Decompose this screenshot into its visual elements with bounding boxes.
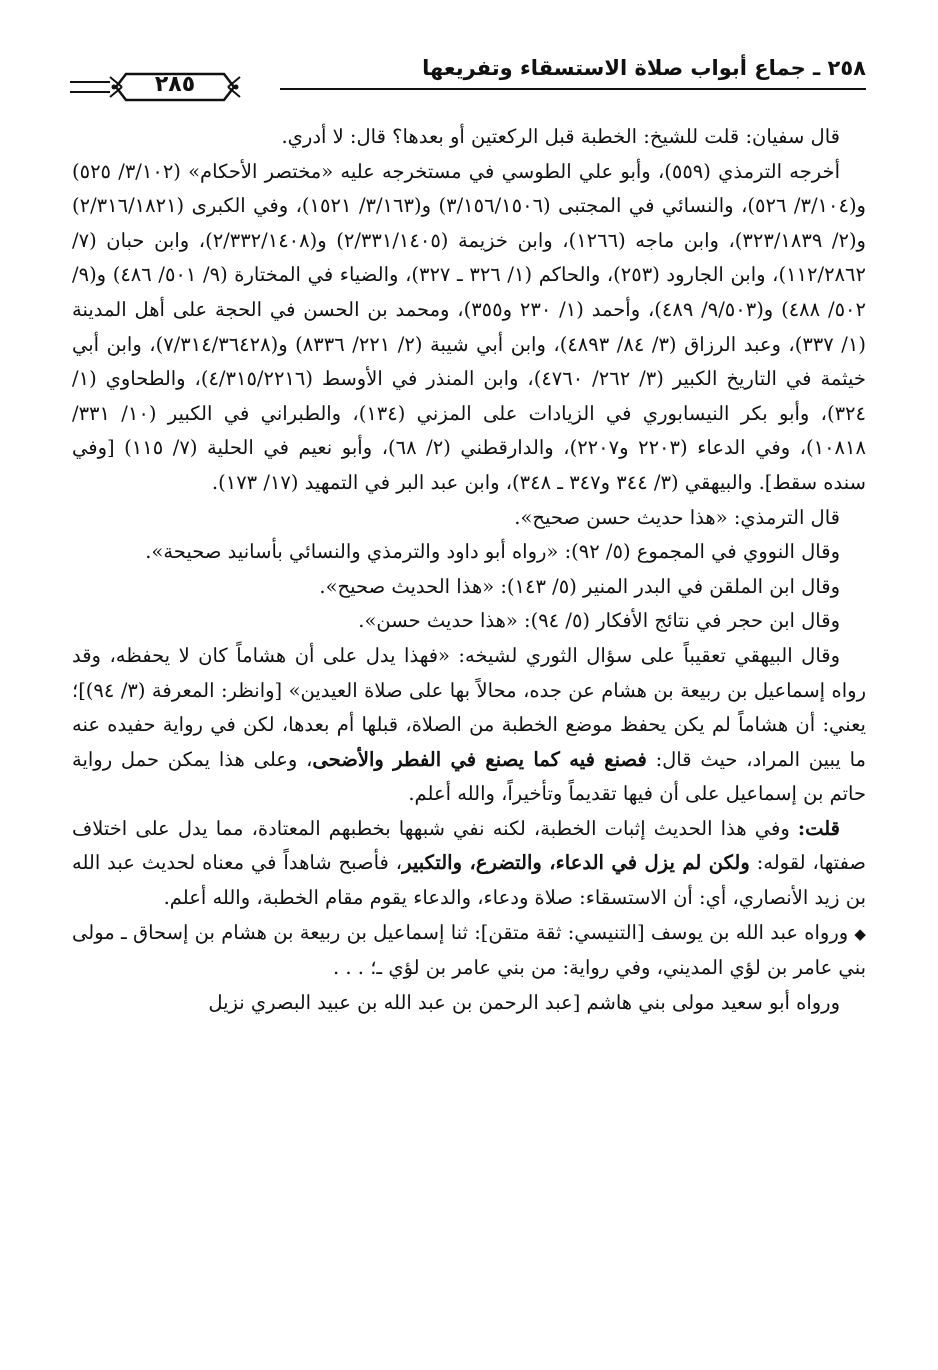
page-number-badge: [70, 70, 280, 104]
paragraph-p3: [72, 501, 866, 536]
text-segment: وقال ابن حجر في نتائج الأفكار (٥/ ٩٤): «هذا حديث حسن».: [358, 609, 840, 633]
text-segment: وفي هذا الحديث إثبات الخطبة، لكنه نفي شبهها بخطبهم المعتادة، مما يدل على اختلاف صفتها، لقوله:: [72, 816, 866, 875]
bold-text: فصنع فيه كما يصنع في الفطر والأضحى: [312, 747, 647, 771]
text-segment: ، فأصبح شاهداً في معناه لحديث عبد الله بن زيد الأنصاري، أي: أن الاستسقاء: صلاة ودعاء، والدعاء يقوم مقام الخطبة، والله أعلم.: [72, 851, 866, 910]
text-segment: قال الترمذي: «هذا حديث حسن صحيح».: [514, 505, 840, 529]
text-segment: أخرجه الترمذي (٥٥٩)، وأبو علي الطوسي في مستخرجه عليه «مختصر الأحكام» (٣/١٠٢/ ٥٢٥) و(٣/١٠٤/ ٥٢٦)، والنسائي في المجتبى (٣/١٥٦/١٥٠٦) و(٣/١٦٣/ ١٥٢١)، وفي الكبرى (٢/٣١٦/١٨٢١) و(٢/ ٣٢٣/١٨٣٩)، وابن ماجه (١٢٦٦)، وابن خزيمة (٢/٣٣١/١٤٠٥) و(٢/٣٣٢/١٤٠٨)، وابن حبان (٧/ ١١٢/٢٨٦٢)، وابن الجارود (٢٥٣)، والحاكم (١/ ٣٢٦ ـ ٣٢٧)، والضياء في المختارة (٩/ ٥٠١/ ٤٨٦) و(٩/ ٥٠٢/ ٤٨٨) و(٩/٥٠٣/ ٤٨٩)، وأحمد (١/ ٢٣٠ و٣٥٥)، ومحمد بن الحسن في الحجة على أهل المدينة (١/ ٣٣٧)، وعبد الرزاق (٣/ ٨٤/ ٤٨٩٣)، وابن أبي شيبة (٢/ ٢٢١/ ٨٣٣٦) و(٧/٣١٤/٣٦٤٢٨)، وابن أبي خيثمة في التاريخ الكبير (٣/ ٢٦٢/ ٤٧٦٠)، وابن المنذر في الأوسط (٤/٣١٥/٢٢١٦)، والطحاوي (١/ ٣٢٤)، وأبو بكر النيسابوري في الزيادات على المزني (١٣٤)، والطبراني في الكبير (١٠/ ٣٣١/ ١٠٨١٨)، وفي الدعاء (٢٢٠٣ و٢٢٠٧)، والدارقطني (٢/ ٦٨)، وأبو نعيم في الحلية (٧/ ١١٥) [وفي سنده سقط]. والبيهقي (٣/ ٣٤٤ و٣٤٧ ـ ٣٤٨)، وابن عبد البر في التمهيد (١٧/ ١٧٣).: [72, 159, 866, 494]
paragraph-p6: [72, 604, 866, 639]
running-title: ٢٥٨ ـ جماع أبواب صلاة الاستسقاء وتفريعها: [422, 56, 866, 80]
text-segment: وقال النووي في المجموع (٥/ ٩٢): «رواه أبو داود والترمذي والنسائي بأسانيد صحيحة».: [145, 540, 840, 564]
page-header: [70, 52, 866, 98]
text-segment: وقال ابن الملقن في البدر المنير (٥/ ١٤٣): «هذا الحديث صحيح».: [319, 574, 840, 598]
bold-text: ولكن لم يزل في الدعاء، والتضرع، والتكبير: [402, 851, 750, 875]
paragraph-p5: [72, 570, 866, 605]
paragraph-p7: [72, 639, 866, 812]
text-segment: ورواه عبد الله بن يوسف [التنيسي: ثقة متقن]: ثنا إسماعيل بن ربيعة بن هشام بن إسحاق ـ مولى بني عامر بن لؤي المديني، وفي رواية: من بني عامر بن لؤي ـ؛ . . .: [72, 920, 866, 980]
page-body: [72, 120, 866, 1020]
paragraph-p4: [72, 535, 866, 570]
text-segment: قال سفيان: قلت للشيخ: الخطبة قبل الركعتين أو بعدها؟ قال: لا أدري.: [281, 125, 840, 148]
header-rule: [280, 88, 866, 90]
paragraph-p10: [72, 986, 866, 1021]
text-segment: ورواه أبو سعيد مولى بني هاشم [عبد الرحمن بن عبد الله بن عبيد البصري نزيل: [208, 990, 840, 1014]
page-number: ٢٨٥: [154, 72, 196, 97]
text-segment: ، وعلى هذا يمكن حمل رواية حاتم بن إسماعيل على أن فيها تقديماً وتأخيراً، والله أعلم.: [72, 747, 866, 806]
text-segment: وقال البيهقي تعقيباً على سؤال الثوري لشيخه: «فهذا يدل على أن هشاماً كان لا يحفظه، وقد رواه إسماعيل بن ربيعة بن هشام عن جده، محالاً بها على صلاة العيدين» [وانظر: المعرفة (٣/ ٩٤)]؛ يعني: أن هشاماً لم يكن يحفظ موضع الخطبة من الصلاة، قبلها أم بعدها، لكن في رواية حفيده عنه ما يبين المراد، حيث قال:: [72, 643, 866, 771]
bold-text: قلت:: [797, 816, 840, 840]
bullet-icon: ◆: [854, 924, 866, 943]
paragraph-p2: [72, 155, 866, 501]
paragraph-p9: [72, 916, 866, 986]
paragraph-p8: [72, 812, 866, 916]
paragraph-p1: [72, 120, 866, 155]
